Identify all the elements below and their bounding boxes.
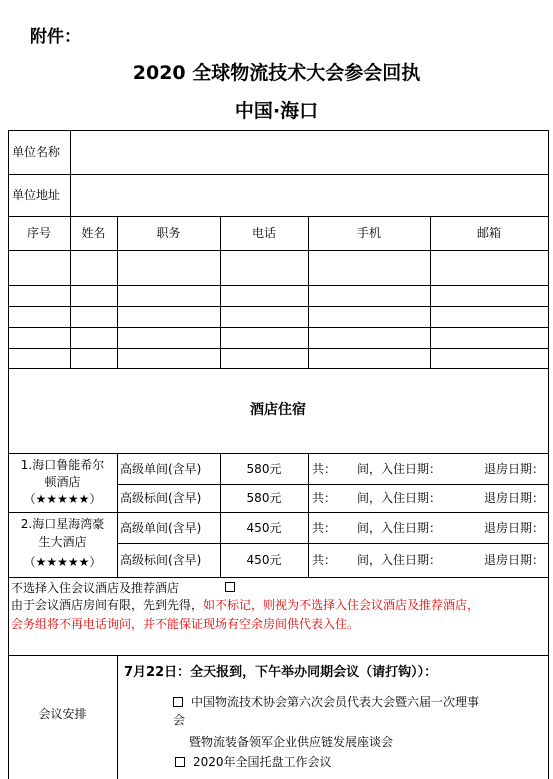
checkin-date-label: 间，入住日期：: [357, 521, 442, 535]
unit-name-label: 单位名称: [12, 145, 61, 159]
room-count-label: 共：: [312, 491, 337, 505]
checkout-date-label: 退房日期：: [484, 521, 545, 535]
document-title: 2020 全球物流技术大会参会回执: [132, 62, 421, 84]
unit-address-field[interactable]: [72, 176, 546, 214]
checkin-date-label: 间，入住日期：: [357, 491, 442, 505]
hotel-section-title: 酒店住宿: [250, 402, 306, 418]
meeting-option1-line1: 中国物流技术协会第六次会员代表大会暨六届一次理事: [191, 695, 480, 709]
column-header-mobile: 手机: [356, 226, 381, 240]
checkin-date-label: 间，入住日期：: [357, 462, 442, 476]
checkin-date-label: 间，入住日期：: [357, 553, 442, 567]
room-price: 450元: [246, 521, 282, 535]
column-header-position: 职务: [156, 226, 181, 240]
hotel-star-rating: （★★★★★）: [23, 555, 102, 569]
attendee-row[interactable]: [9, 251, 547, 284]
room-price: 450元: [246, 553, 282, 567]
hotel-name-line1: 1.海口鲁能希尔: [20, 458, 105, 472]
column-header-email: 邮箱: [476, 226, 501, 240]
room-price: 580元: [246, 462, 282, 476]
checkout-date-label: 退房日期：: [484, 462, 545, 476]
room-type: 高级单间(含早): [120, 521, 202, 535]
hotel-note-line2: 会务组将不再电话询问，并不能保证现场有空余房间供代表入住。: [11, 617, 360, 631]
document-subtitle: 中国·海口: [234, 100, 319, 122]
room-type: 高级标间(含早): [120, 491, 202, 505]
column-header-phone: 电话: [251, 226, 276, 240]
hotel-name-line1: 2.海口星海湾豪: [20, 517, 105, 531]
attendee-row[interactable]: [9, 286, 547, 305]
hotel-star-rating: （★★★★★）: [23, 492, 102, 506]
no-hotel-checkbox[interactable]: [225, 582, 235, 592]
meeting-option2-label: 2020年全国托盘工作会议: [193, 755, 332, 769]
room-price: 580元: [246, 491, 282, 505]
meeting-option1-line3: 暨物流装备领军企业供应链发展座谈会: [189, 735, 394, 749]
meeting-option1-line2: 会: [173, 713, 186, 727]
hotel-name-line2: 顿酒店: [44, 475, 81, 489]
attendee-row[interactable]: [9, 349, 547, 367]
attendee-row[interactable]: [9, 328, 547, 347]
meeting-option1-checkbox[interactable]: [173, 697, 183, 707]
meeting-day-heading: 7月22日：全天报到，下午举办同期会议（请打钩））：: [124, 665, 438, 680]
unit-name-field[interactable]: [72, 132, 546, 172]
meeting-arrangement-label: 会议安排: [38, 707, 87, 721]
hotel-name-line2: 生大酒店: [38, 535, 87, 549]
meeting-option2-checkbox[interactable]: [175, 757, 185, 767]
unit-address-label: 单位地址: [12, 188, 61, 202]
attendee-row[interactable]: [9, 307, 547, 326]
checkout-date-label: 退房日期：: [484, 491, 545, 505]
hotel-note-black-text: 由于会议酒店房间有限，先到先得，: [11, 598, 204, 612]
room-type: 高级单间(含早): [120, 462, 202, 476]
column-header-index: 序号: [26, 226, 51, 240]
room-count-label: 共：: [312, 553, 337, 567]
room-type: 高级标间(含早): [120, 553, 202, 567]
column-header-name: 姓名: [81, 226, 106, 240]
room-count-label: 共：: [312, 521, 337, 535]
attachment-label: 附件：: [30, 27, 81, 47]
checkout-date-label: 退房日期：: [484, 553, 545, 567]
hotel-note-red-text: 如不标记，则视为不选择入住会议酒店及推荐酒店，: [203, 598, 480, 612]
no-hotel-option-label: 不选择入住会议酒店及推荐酒店: [11, 581, 180, 595]
hotel-note-line1: [11, 598, 479, 612]
room-count-label: 共：: [312, 462, 337, 476]
